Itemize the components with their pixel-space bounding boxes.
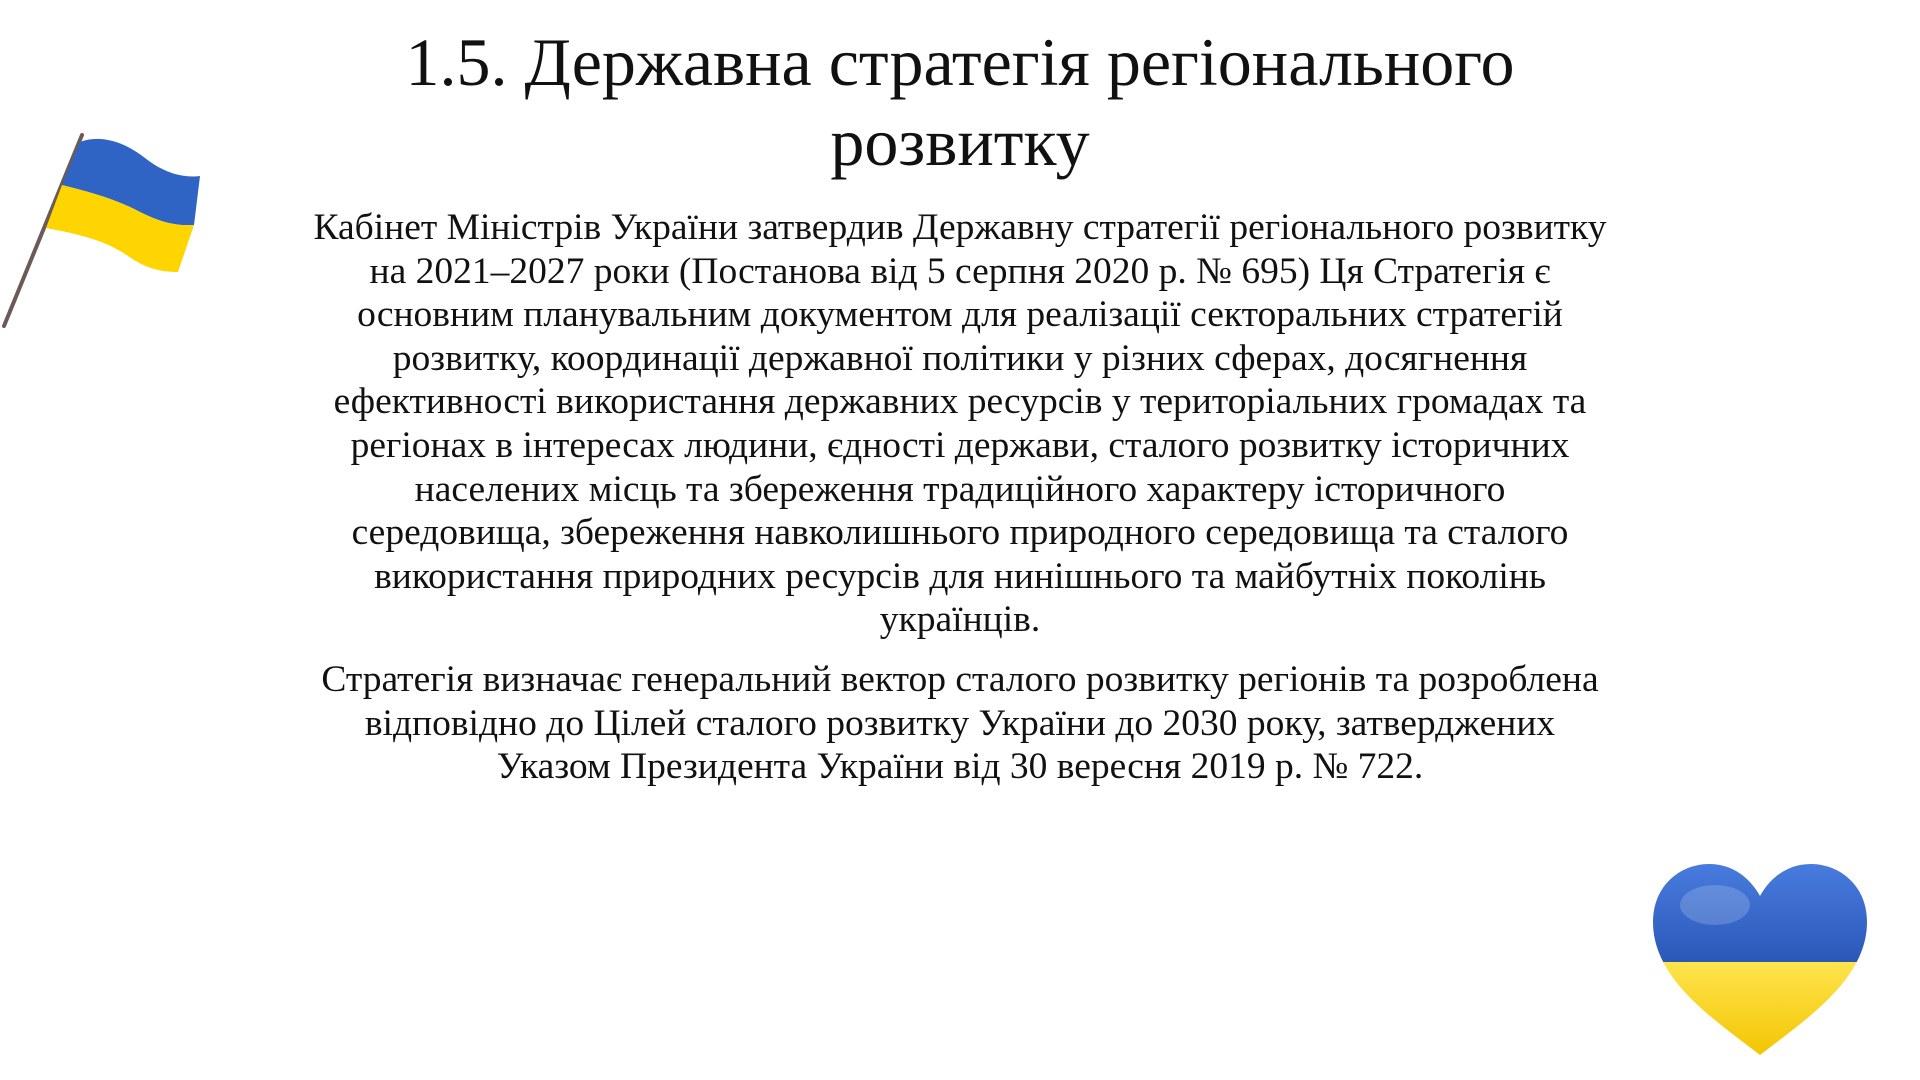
heart-yellow-half xyxy=(1645,962,1875,1060)
ukrainian-flag-icon xyxy=(0,130,210,330)
ukrainian-heart-icon xyxy=(1645,860,1875,1060)
slide-title: 1.5. Державна стратегія регіонального розвитку xyxy=(405,24,1515,180)
heart-blue-half xyxy=(1645,860,1875,962)
body-paragraph-1: Кабінет Міністрів України затвердив Державну стратегії регіонального розвитку на 2021–2027 роки (Постанова від 5 серпня 2020 р. № 695) Ця Стратегія є основним планувальним документом для реалізації секторальних стратегій розвитку, координації державної політики у різних сферах, досягнення ефективності використання державних ресурсів у територіальних громадах та регіонах в інтересах людини, єдності держави, сталого розвитку історичних населених місць та збереження традиційного характеру історичного середовища, збереження навколишнього природного середовища та сталого використання природних ресурсів для нинішнього та майбутніх поколінь українців. xyxy=(313,207,1607,641)
body-paragraph-2: Стратегія визначає генеральний вектор сталого розвитку регіонів та розроблена відповідно до Цілей сталого розвитку України до 2030 року, затверджених Указом Президента України від 30 вересня 2019 р. № 722. xyxy=(321,658,1599,788)
slide-body xyxy=(300,206,1620,805)
